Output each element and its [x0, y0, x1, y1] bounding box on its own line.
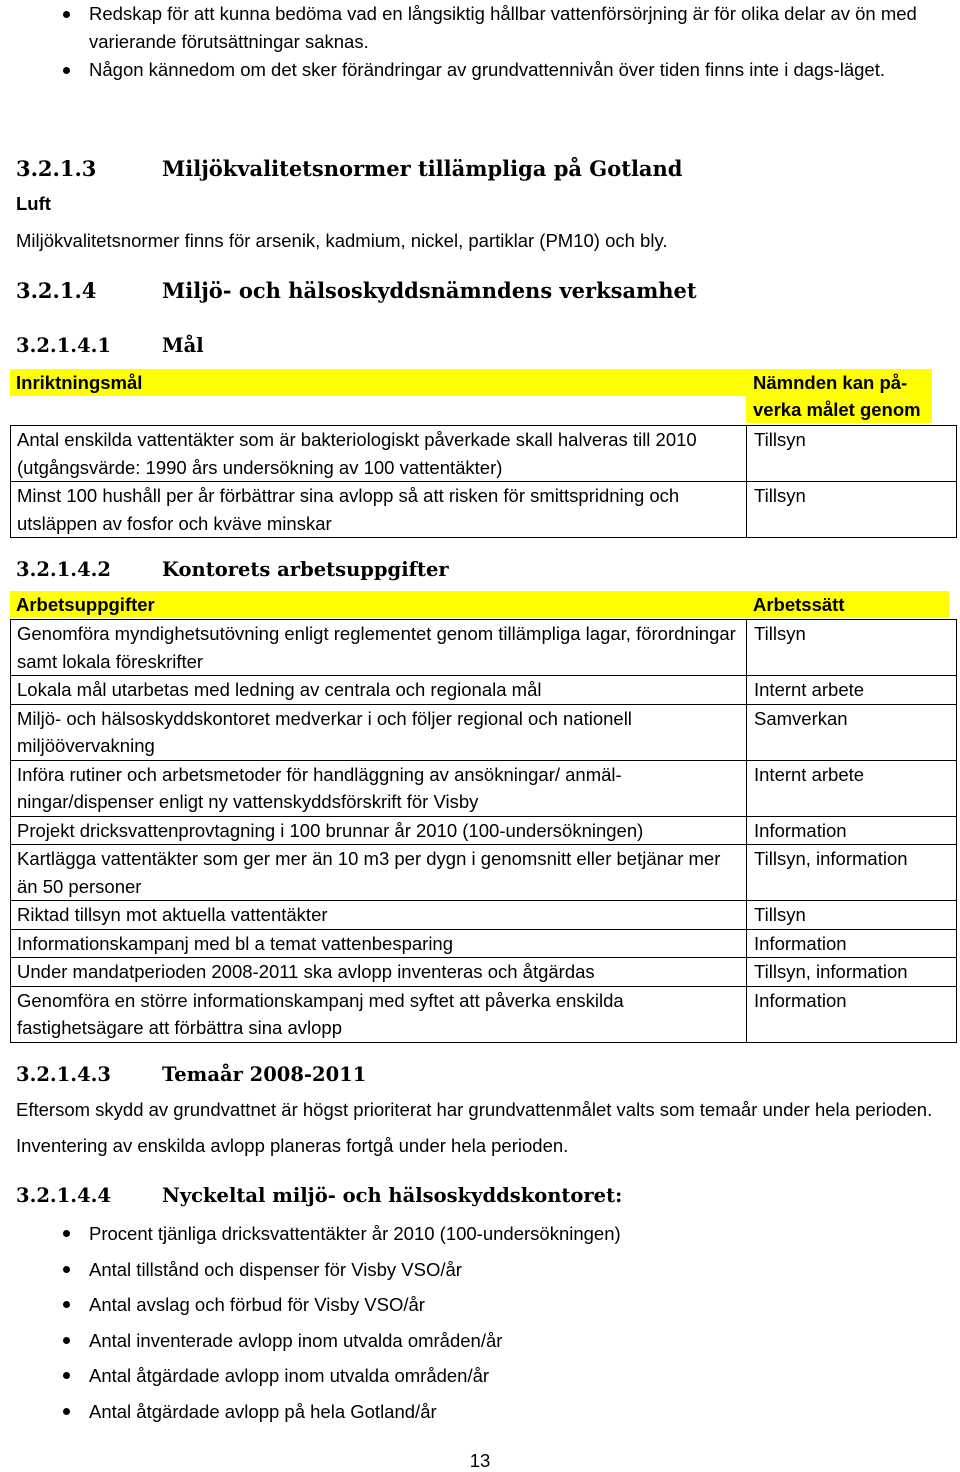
task-method-cell: Information — [747, 816, 957, 845]
task-cell: Under mandatperioden 2008-2011 ska avlopp inventeras och åtgärdas — [11, 958, 747, 987]
tasks-header-right-label: Arbetssätt — [746, 591, 949, 618]
goals-header-right — [746, 369, 956, 425]
table-row — [11, 620, 957, 676]
task-cell: Miljö- och hälsoskyddskontoret medverkar i och följer regional och nationell miljöövervakning — [11, 704, 747, 760]
task-method-cell: Internt arbete — [747, 760, 957, 816]
luft-paragraph: Miljökvalitetsnormer finns för arsenik, kadmium, nickel, partiklar (PM10) och bly. — [16, 230, 668, 251]
task-cell: Införa rutiner och arbetsmetoder för handläggning av ansökningar/ anmäl-ningar/dispenser enligt ny vattenskyddsförskrift för Visby — [11, 760, 747, 816]
list-item: Antal åtgärdade avlopp inom utvalda områden/år — [0, 1358, 960, 1394]
bullet-icon — [63, 1408, 70, 1415]
goal-cell: Minst 100 hushåll per år förbättrar sina avlopp så att risken för smittspridning och utsläppen av fosfor och kväve minskar — [11, 482, 747, 538]
task-cell: Riktad tillsyn mot aktuella vattentäkter — [11, 901, 747, 930]
tasks-table — [10, 619, 957, 1043]
task-cell: Kartlägga vattentäkter som ger mer än 10 m3 per dygn i genomsnitt eller betjänar mer än 50 personer — [11, 845, 747, 901]
bullet-icon — [63, 11, 70, 18]
bullet-icon — [63, 1301, 70, 1308]
task-method-cell: Samverkan — [747, 704, 957, 760]
tasks-header-right — [746, 591, 956, 618]
temaar-paragraph: Eftersom skydd av grundvattnet är högst prioriterat har grundvattenmålet valts som temaår under hela perioden. Inventering av enskilda avlopp planeras fortgå under hela perioden. — [16, 1099, 933, 1156]
table-row — [11, 845, 957, 901]
section-3-2-1-4-1-title: Mål — [162, 334, 204, 357]
goals-table — [10, 425, 957, 538]
table-row — [11, 482, 957, 538]
table-row — [11, 426, 957, 482]
bullet-icon — [63, 1372, 70, 1379]
task-cell: Informationskampanj med bl a temat vattenbesparing — [11, 929, 747, 958]
key-figures-list — [0, 1216, 960, 1429]
section-3-2-1-4-2-number: 3.2.1.4.2 — [16, 558, 111, 581]
task-method-cell: Information — [747, 986, 957, 1042]
intro-bullet-list — [0, 0, 960, 84]
task-cell: Lokala mål utarbetas med ledning av centrala och regionala mål — [11, 676, 747, 705]
list-item: Antal inventerade avlopp inom utvalda områden/år — [0, 1323, 960, 1359]
list-item: Procent tjänliga dricksvattentäkter år 2010 (100-undersökningen) — [0, 1216, 960, 1252]
table-row — [11, 760, 957, 816]
goal-method-cell: Tillsyn — [747, 426, 957, 482]
table-row — [11, 901, 957, 930]
task-cell: Genomföra myndighetsutövning enligt reglementet genom tillämpliga lagar, förordningar samt lokala föreskrifter — [11, 620, 747, 676]
table-row — [11, 816, 957, 845]
bullet-icon — [63, 1230, 70, 1237]
section-3-2-1-4-number: 3.2.1.4 — [16, 278, 97, 303]
task-method-cell: Tillsyn, information — [747, 958, 957, 987]
list-item: Någon kännedom om det sker förändringar av grundvattennivån över tiden finns inte i dags-läget. — [0, 56, 960, 84]
goal-cell: Antal enskilda vattentäkter som är bakteriologiskt påverkade skall halveras till 2010 (utgångsvärde: 1990 års undersökning av 100 vattentäkter) — [11, 426, 747, 482]
task-method-cell: Tillsyn — [747, 620, 957, 676]
section-3-2-1-4-3-title: Temaår 2008-2011 — [162, 1063, 367, 1086]
table-row — [11, 958, 957, 987]
task-method-cell: Information — [747, 929, 957, 958]
bullet-icon — [63, 67, 70, 74]
section-3-2-1-4-4-title: Nyckeltal miljö- och hälsoskyddskontoret: — [162, 1184, 623, 1207]
table-row — [11, 929, 957, 958]
tasks-header-left — [10, 591, 746, 618]
section-3-2-1-4-4-number: 3.2.1.4.4 — [16, 1184, 111, 1207]
section-3-2-1-4-2-title: Kontorets arbetsuppgifter — [162, 558, 449, 581]
section-3-2-1-3-number: 3.2.1.3 — [16, 156, 97, 181]
task-cell: Projekt dricksvattenprovtagning i 100 brunnar år 2010 (100-undersökningen) — [11, 816, 747, 845]
goals-header-left — [10, 369, 746, 425]
goal-method-cell: Tillsyn — [747, 482, 957, 538]
page-number: 13 — [469, 1450, 491, 1471]
list-item: Antal avslag och förbud för Visby VSO/år — [0, 1287, 960, 1323]
section-3-2-1-3-title: Miljökvalitetsnormer tillämpliga på Gotland — [162, 156, 683, 181]
list-item: Antal tillstånd och dispenser för Visby VSO/år — [0, 1252, 960, 1288]
bullet-icon — [63, 1337, 70, 1344]
section-3-2-1-4-title: Miljö- och hälsoskyddsnämndens verksamhet — [162, 278, 697, 303]
goals-header-label: Inriktningsmål — [10, 369, 746, 396]
goals-header-right-label: Nämnden kan på-verka målet genom — [746, 369, 932, 423]
task-cell: Genomföra en större informationskampanj med syftet att påverka enskilda fastighetsägare att förbättra sina avlopp — [11, 986, 747, 1042]
list-item: Redskap för att kunna bedöma vad en långsiktig hållbar vattenförsörjning är för olika delar av ön med varierande förutsättningar saknas. — [0, 0, 960, 56]
task-method-cell: Internt arbete — [747, 676, 957, 705]
table-row — [11, 676, 957, 705]
tasks-header-label: Arbetsuppgifter — [10, 591, 746, 618]
table-row — [11, 986, 957, 1042]
section-3-2-1-4-3-number: 3.2.1.4.3 — [16, 1063, 111, 1086]
bullet-icon — [63, 1266, 70, 1273]
subheading-luft: Luft — [16, 193, 51, 214]
table-row — [11, 704, 957, 760]
section-3-2-1-4-1-number: 3.2.1.4.1 — [16, 334, 111, 357]
task-method-cell: Tillsyn, information — [747, 845, 957, 901]
task-method-cell: Tillsyn — [747, 901, 957, 930]
list-item: Antal åtgärdade avlopp på hela Gotland/år — [0, 1394, 960, 1430]
